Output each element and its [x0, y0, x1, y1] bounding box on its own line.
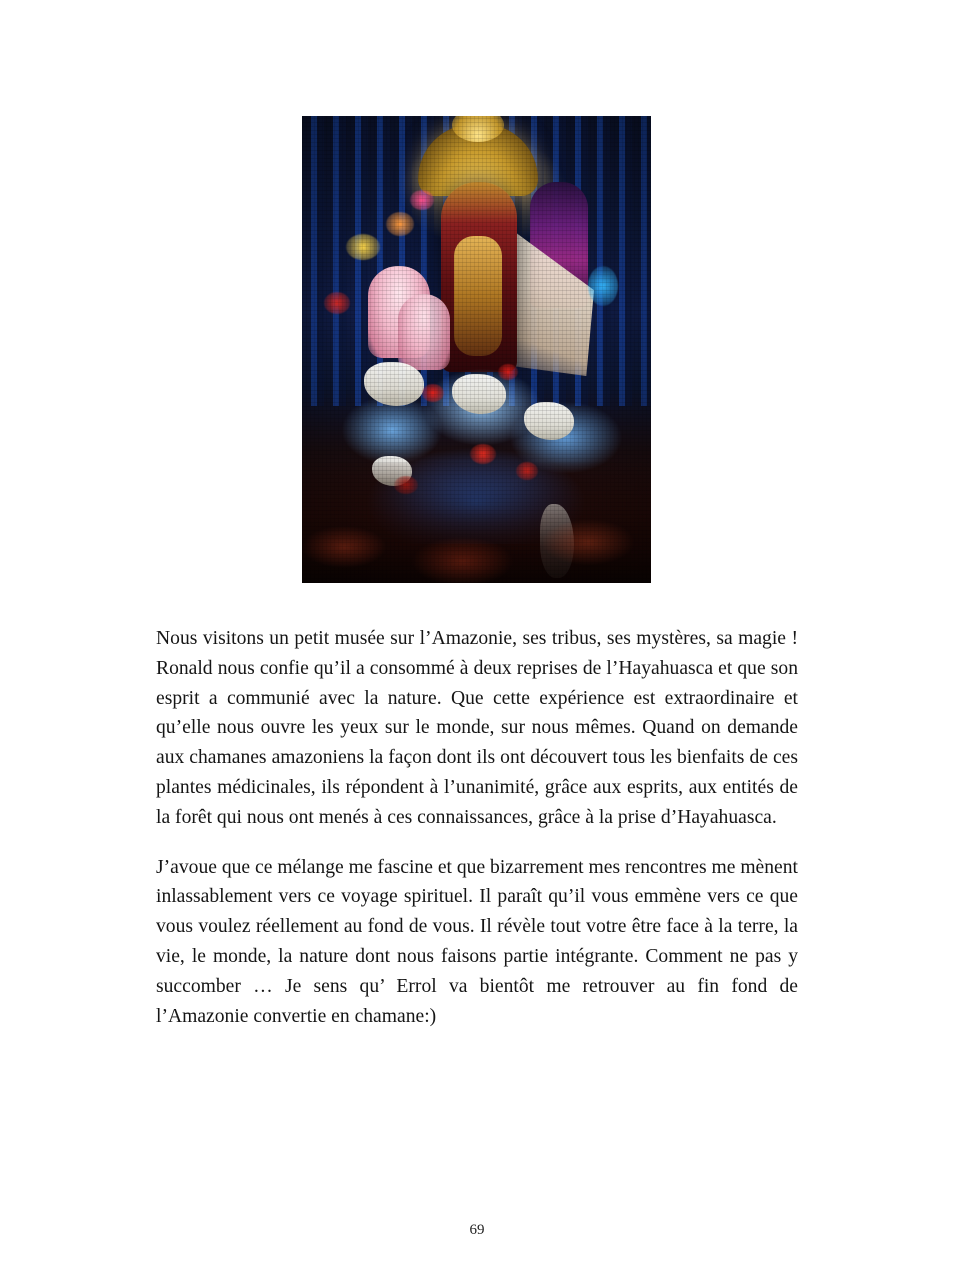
paragraph-1: Nous visitons un petit musée sur l’Amazonie, ses tribus, ses mystères, sa magie ! Ronald nous confie qu’il a consommé à deux reprises de l’Hayahuasca et que son esprit a communié avec la nature. Que cette expérience est extraordinaire et qu’elle nous ouvre les yeux sur le monde, sur nous mêmes. Quand on demande aux chamanes amazoniens la façon dont ils ont découvert tous les bienfaits de ces plantes médicinales, ils répondent à l’unanimité, grâce aux esprits, aux entités de la forêt qui nous ont menés à ces connaissances, grâce à la prise d’Hayahuasca.	[156, 628, 798, 828]
photo-red-flower-b	[498, 364, 518, 380]
photograph-figure	[302, 116, 651, 583]
photo-gold-vestment	[454, 236, 502, 356]
photo-accent-magenta	[410, 190, 434, 210]
photo-accent-cyan	[588, 266, 618, 306]
photo-image	[302, 116, 651, 583]
body-text	[156, 624, 798, 1031]
photo-accent-red-left	[324, 292, 350, 314]
paragraph-2: J’avoue que ce mélange me fascine et que bizarrement mes rencontres me mènent inlassablement vers ce voyage spirituel. Il paraît qu’il vous emmène vers ce que vous voulez réellement au fond de vous. Il révèle tout votre être face à la terre, la vie, le monde, la nature dont nous faisons partie intégrante. Comment ne pas y succomber … Je sens qu’ Errol va bientôt me retrouver au fin fond de l’Amazonie convertie en chamane:)	[156, 856, 798, 1027]
photo-red-flower-c	[470, 444, 496, 464]
photo-crowd-foreground	[302, 463, 651, 583]
photo-accent-orange	[386, 212, 414, 236]
page-number: 69	[469, 1222, 485, 1238]
photo-accent-yellow	[346, 234, 380, 260]
photo-red-flower-a	[422, 384, 444, 402]
